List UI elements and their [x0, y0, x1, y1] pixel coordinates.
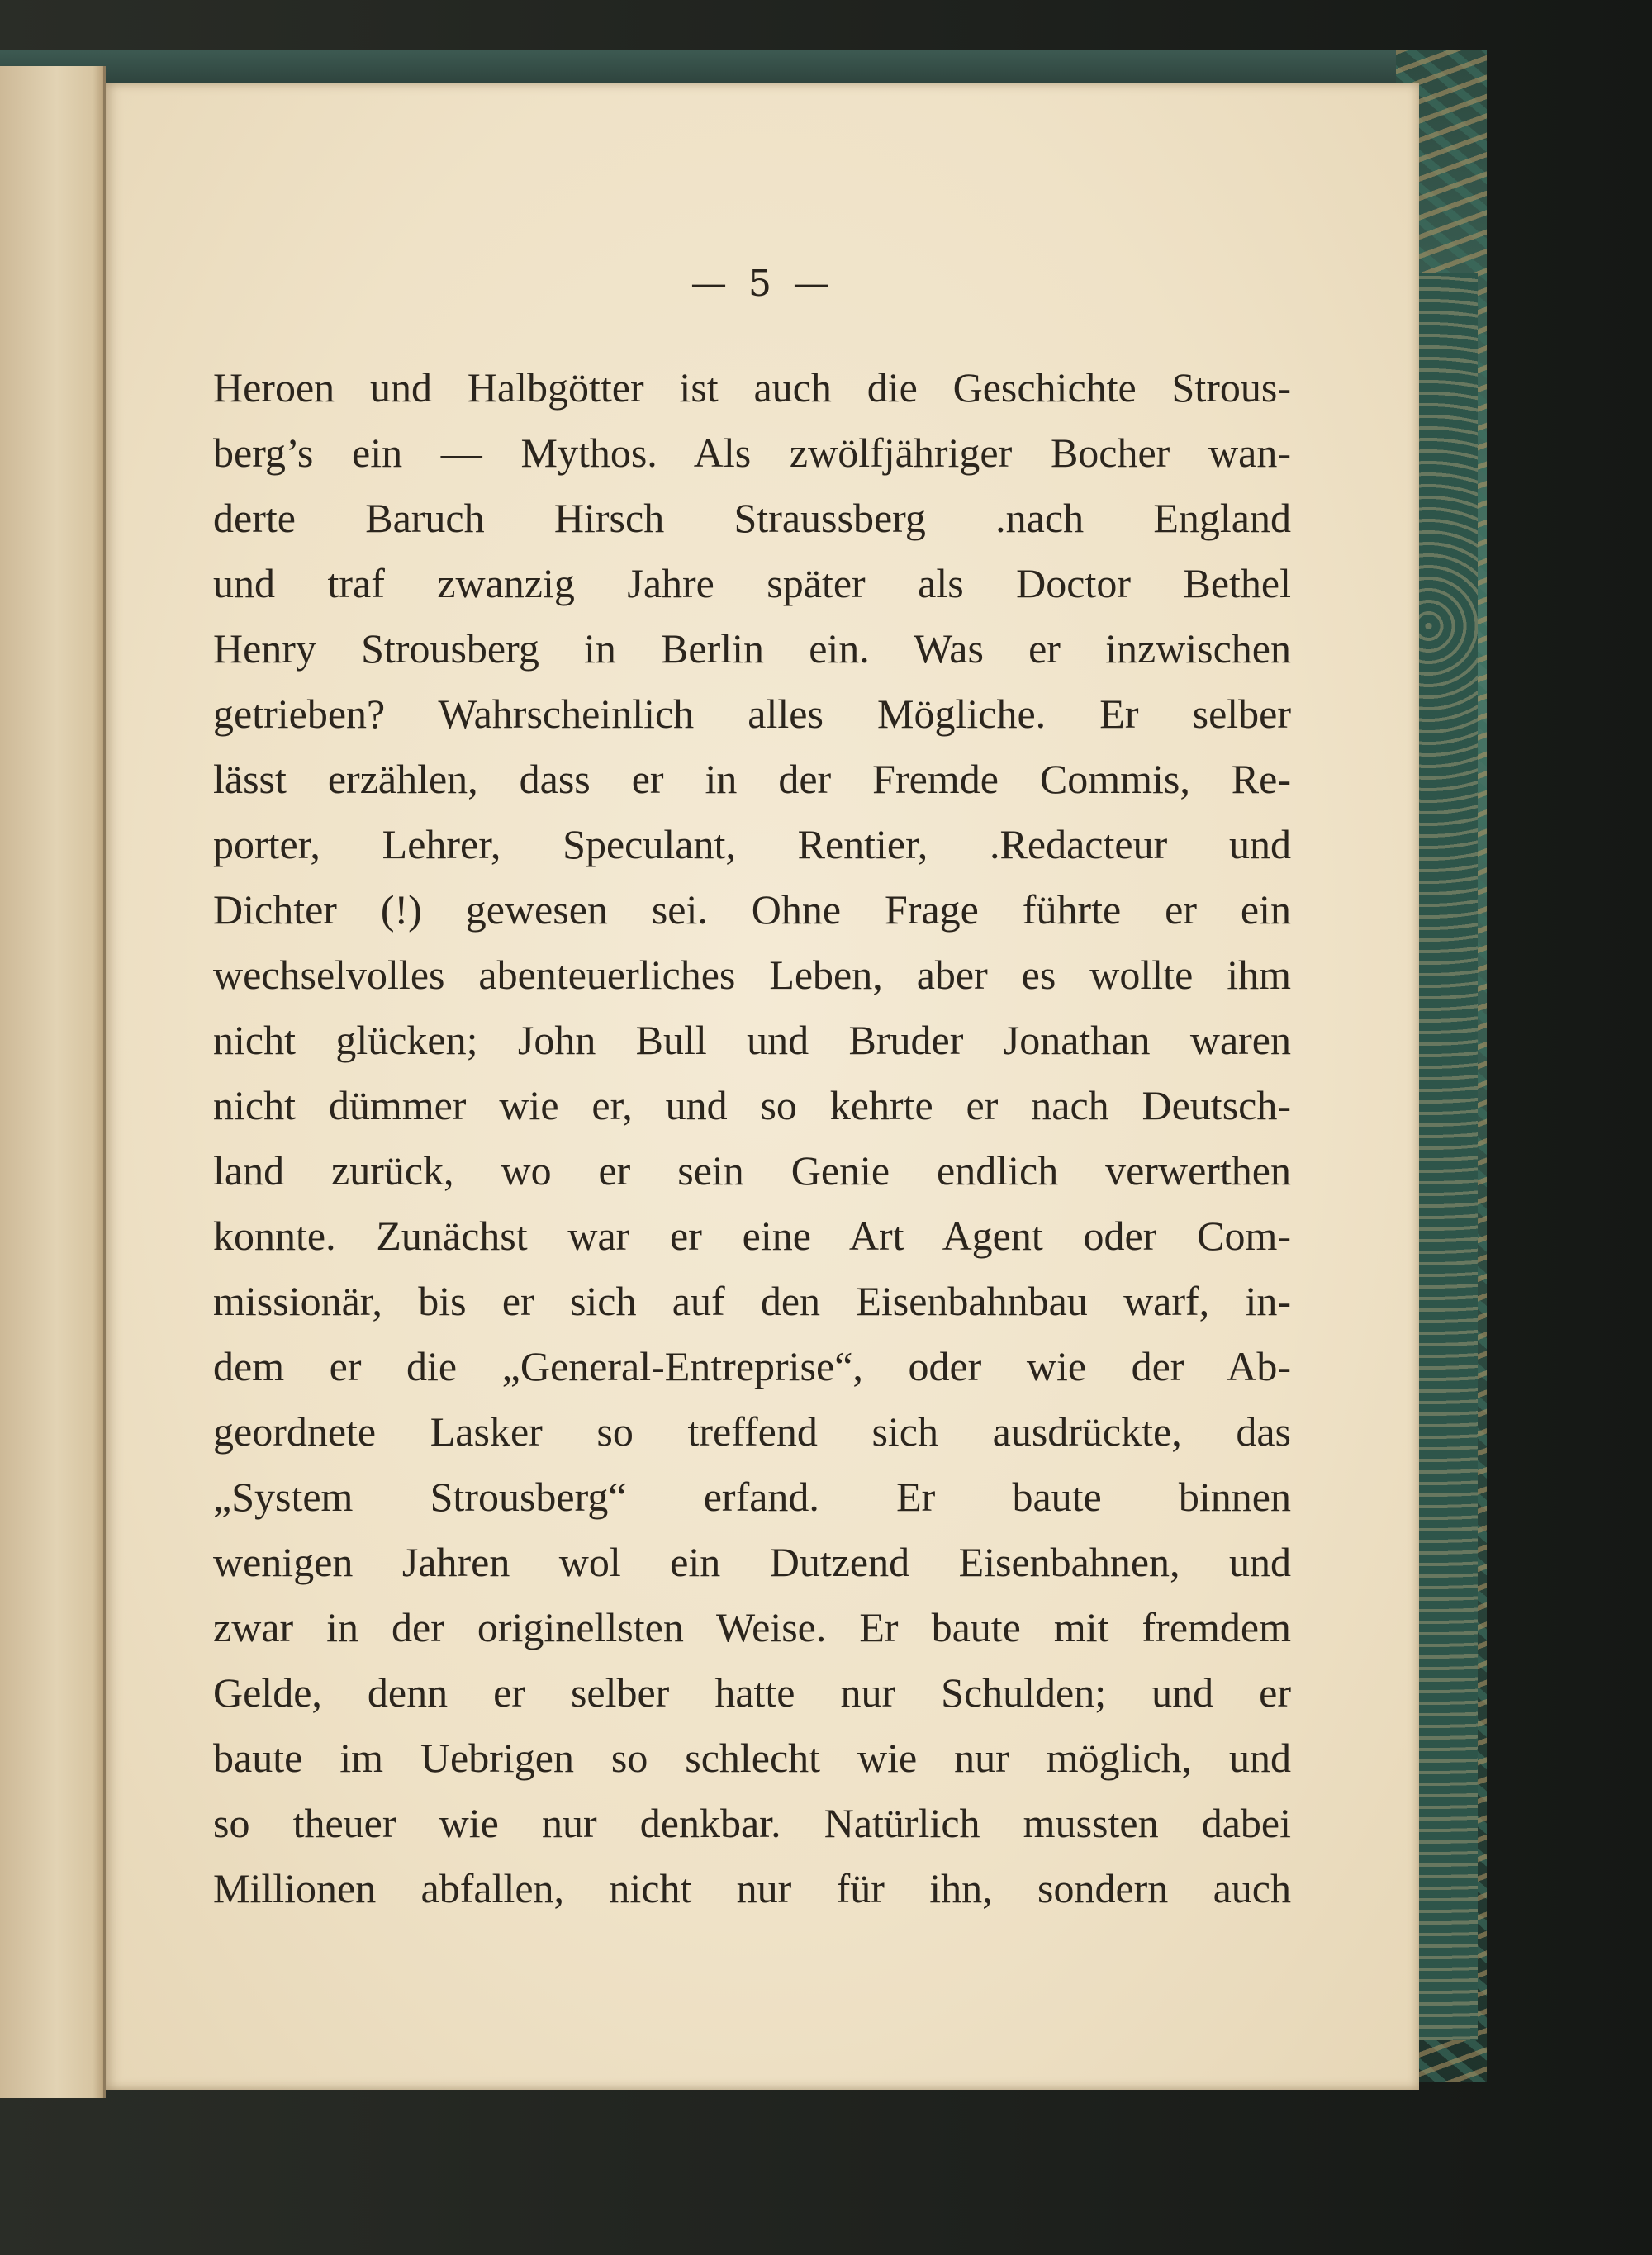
- text-line: derte Baruch Hirsch Straussberg .nach England: [213, 495, 1291, 541]
- text-line: zwar in der originellsten Weise. Er baute mit fremdem: [213, 1604, 1291, 1650]
- text-line: dem er die „General-Entreprise“, oder wie der Ab-: [213, 1343, 1291, 1389]
- text-line: porter, Lehrer, Speculant, Rentier, .Redacteur und: [213, 821, 1291, 867]
- body-text: [213, 355, 1291, 1921]
- text-line: baute im Uebrigen so schlecht wie nur möglich, und: [213, 1735, 1291, 1781]
- text-line: Heroen und Halbgötter ist auch die Geschichte Strous-: [213, 364, 1291, 411]
- book-page: [106, 83, 1419, 2090]
- text-line: geordnete Lasker so treffend sich ausdrückte, das: [213, 1408, 1291, 1455]
- text-line: berg’s ein — Mythos. Als zwölfjähriger Bocher wan-: [213, 430, 1291, 476]
- text-line: so theuer wie nur denkbar. Natürlich mussten dabei: [213, 1800, 1291, 1846]
- text-line: konnte. Zunächst war er eine Art Agent oder Com-: [213, 1213, 1291, 1259]
- text-line: getrieben? Wahrscheinlich alles Mögliche. Er selber: [213, 691, 1291, 737]
- text-line: land zurück, wo er sein Genie endlich verwerthen: [213, 1147, 1291, 1194]
- text-line: Henry Strousberg in Berlin ein. Was er inzwischen: [213, 625, 1291, 672]
- text-line: Gelde, denn er selber hatte nur Schulden; und er: [213, 1669, 1291, 1716]
- left-page-edge: [0, 66, 106, 2098]
- text-line: „System Strousberg“ erfand. Er baute binnen: [213, 1474, 1291, 1520]
- text-line: wechselvolles abenteuerliches Leben, aber es wollte ihm: [213, 952, 1291, 998]
- text-line: nicht glücken; John Bull und Bruder Jonathan waren: [213, 1017, 1291, 1063]
- page-number: — 5 —: [691, 263, 834, 305]
- text-line: und traf zwanzig Jahre später als Doctor Bethel: [213, 560, 1291, 606]
- text-line: nicht dümmer wie er, und so kehrte er nach Deutsch-: [213, 1082, 1291, 1128]
- text-line: missionär, bis er sich auf den Eisenbahnbau warf, in-: [213, 1278, 1291, 1324]
- text-line: Dichter (!) gewesen sei. Ohne Frage führte er ein: [213, 886, 1291, 933]
- text-line: wenigen Jahren wol ein Dutzend Eisenbahnen, und: [213, 1539, 1291, 1585]
- text-line: Millionen abfallen, nicht nur für ihn, sondern auch: [213, 1865, 1291, 1911]
- text-line: lässt erzählen, dass er in der Fremde Commis, Re-: [213, 756, 1291, 802]
